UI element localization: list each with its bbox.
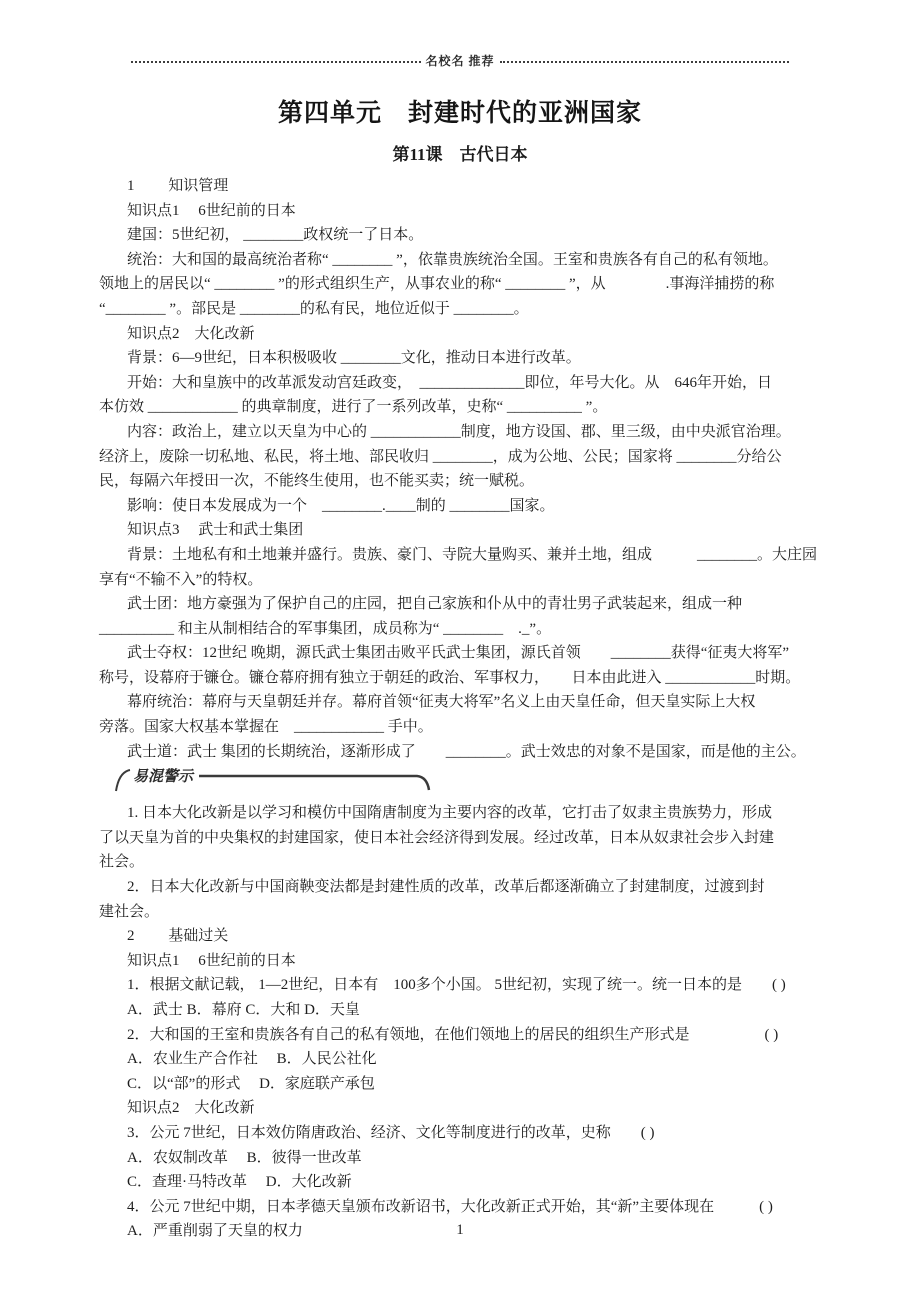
doc-line: 本仿效 ____________ 的典章制度，进行了一系列改革，史称“ __________ ”。 (99, 399, 608, 416)
doc-line: 内容：政治上，建立以天皇为中心的 ____________制度，地方设国、郡、里三级，由中央派官治理。 (127, 423, 791, 440)
doc-line: “________ ”。部民是 ________的私有民，地位近似于 ________。 (99, 300, 529, 317)
doc-line: A．农奴制改革 B．彼得一世改革 (127, 1149, 362, 1166)
doc-line: 知识点2 大化改新 (127, 325, 255, 342)
watermark-text: 名校名 推荐 (425, 54, 495, 68)
doc-line: 了以天皇为首的中央集权的封建国家，使日本社会经济得到发展。经过改革，日本从奴隶社会步入封建 (99, 829, 775, 846)
doc-line: __________ 和主从制相结合的军事集团，成员称为“ ________ ._”。 (99, 620, 552, 637)
doc-line: 影响：使日本发展成为一个 ________.____制的 ________国家。 (127, 497, 555, 514)
doc-line: 知识点1 6世纪前的日本 (127, 202, 296, 219)
doc-line: 建国：5世纪初， ________政权统一了日本。 (127, 227, 424, 244)
doc-line: A．严重削弱了天皇的权力 (127, 1223, 303, 1240)
doc-line: 3．公元 7世纪，日本效仿隋唐政治、经济、文化等制度进行的改革，史称 ( ) (127, 1124, 655, 1141)
callout-yihun-jingshi (113, 767, 821, 800)
unit-title: 第四单元 封建时代的亚洲国家 (277, 100, 642, 127)
doc-line: 2．大和国的王室和贵族各有自己的私有领地，在他们领地上的居民的组织生产形式是 ( ) (127, 1026, 779, 1043)
doc-line: A．武士 B．幕府 C．大和 D．天皇 (127, 1002, 360, 1018)
callout-open-bracket-icon (113, 767, 131, 793)
callout-rule-icon (199, 767, 431, 793)
doc-line: 1 知识管理 (127, 178, 229, 194)
doc-line: 武士道：武士 集团的长期统治，逐渐形成了 ________。武士效忠的对象不是国家，而是他的主公。 (127, 743, 806, 760)
knowledge-section (99, 174, 821, 764)
document-body (99, 174, 821, 1244)
doc-line: 旁落。国家大权基本掌握在 ____________ 手中。 (99, 719, 433, 736)
doc-line: 1. 日本大化改新是以学习和模仿中国隋唐制度为主要内容的改革，它打击了奴隶主贵族势力，形成 (127, 805, 773, 822)
doc-line: 背景：土地私有和土地兼并盛行。贵族、豪门、寺院大量购买、兼并土地，组成 ________。大庄园 (127, 546, 818, 563)
exercise-section (99, 801, 821, 1244)
doc-line: 领地上的居民以“ ________ ”的形式组织生产，从事农业的称“ ________ ”，从 .事海洋捕捞的称 (99, 276, 775, 293)
doc-line: 建社会。 (99, 903, 160, 920)
doc-line: 幕府统治：幕府与天皇朝廷并存。幕府首领“征夷大将军”名义上由天皇任命，但天皇实际上大权 (127, 694, 756, 711)
doc-line: 背景：6—9世纪，日本积极吸收 ________文化，推动日本进行改革。 (127, 350, 581, 367)
doc-line: 武士夺权：12世纪 晚期，源氏武士集团击败平氏武士集团，源氏首领 ________获得“征夷大将军” (127, 645, 790, 662)
doc-line: 经济上，废除一切私地、私民，将土地、部民收归 ________，成为公地、公民；国家将 ________分给公 (99, 448, 782, 465)
doc-line: 社会。 (99, 854, 145, 871)
doc-line: 享有“不输不入”的特权。 (99, 571, 263, 588)
doc-line: C．查理·马特改革 D．大化改新 (127, 1174, 352, 1191)
doc-line: 武士团：地方豪强为了保护自己的庄园，把自己家族和仆从中的青壮男子武装起来，组成一种 (127, 596, 743, 613)
doc-line: 知识点2 大化改新 (127, 1100, 255, 1117)
header-watermark-rule (131, 0, 789, 69)
doc-line: 统治：大和国的最高统治者称“ ________ ”，依靠贵族统治全国。王室和贵族各有自己的私有领地。 (127, 251, 778, 268)
doc-line: 1．根据文献记载， 1—2世纪，日本有 100多个小国。 5世纪初，实现了统一。统一日本的是 ( ) (127, 977, 786, 994)
lesson-title: 第11课 古代日本 (392, 145, 528, 164)
doc-line: 2 基础过关 (127, 928, 229, 945)
doc-line: 称号，设幕府于镰仓。镰仓幕府拥有独立于朝廷的政治、军事权力， 日本由此进入 ____________时期。 (99, 669, 801, 686)
doc-line: 知识点1 6世纪前的日本 (127, 952, 296, 969)
doc-line: 开始：大和皇族中的改革派发动宫廷政变， ______________即位，年号大化。从 646年开始，日 (127, 374, 773, 391)
doc-line: 4．公元 7世纪中期，日本孝德天皇颁布改新诏书，大化改新正式开始，其“新”主要体现在 ( ) (127, 1198, 773, 1215)
doc-line: C．以“部”的形式 D．家庭联产承包 (127, 1075, 375, 1092)
doc-line: 2．日本大化改新与中国商鞅变法都是封建性质的改革，改革后都逐渐确立了封建制度，过渡到封 (127, 879, 765, 896)
doc-line: 民，每隔六年授田一次，不能终生使用，也不能买卖；统一赋税。 (99, 473, 535, 490)
callout-label: 易混警示 (133, 769, 194, 786)
doc-line: A．农业生产合作社 B．人民公社化 (127, 1051, 377, 1068)
dotted-rule-right (500, 61, 790, 63)
page-number: 1 (456, 1222, 464, 1238)
dotted-rule-left (131, 61, 421, 63)
doc-line: 知识点3 武士和武士集团 (127, 522, 304, 539)
